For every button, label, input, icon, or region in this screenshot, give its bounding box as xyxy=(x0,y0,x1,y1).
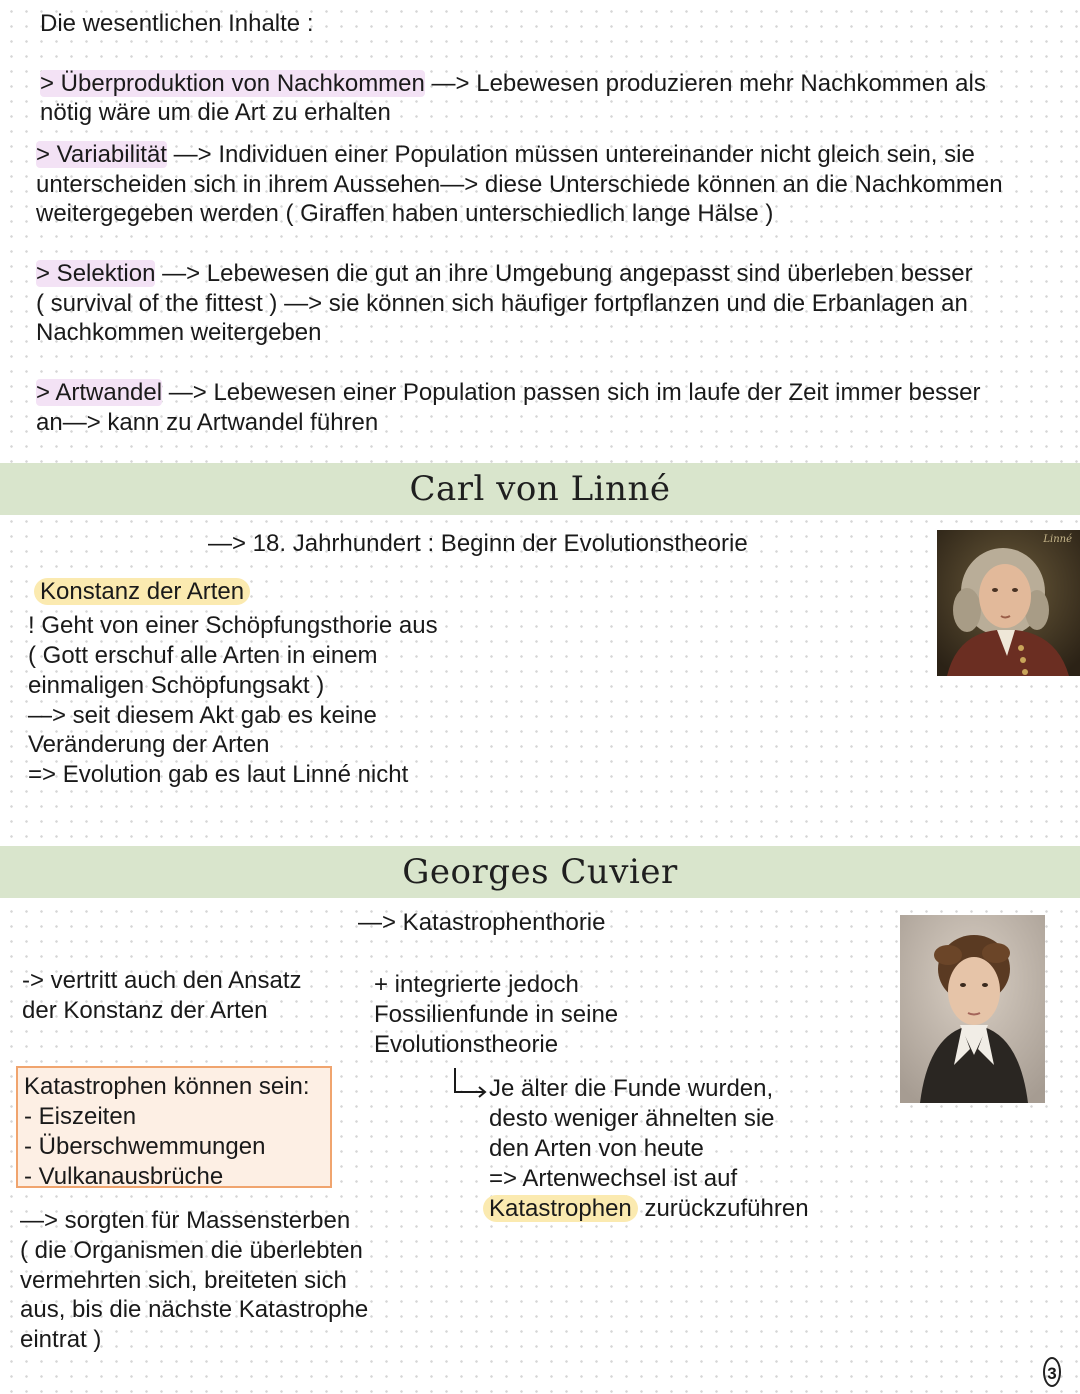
cuvier-middle-line-1: + integrierte jedoch xyxy=(374,971,579,998)
point-artwandel-line-1: > Artwandel —> Lebewesen einer Population passen sich im laufe der Zeit immer besser xyxy=(36,379,981,406)
linne-line-1: ! Geht von einer Schöpfungsthorie aus xyxy=(28,612,438,639)
cuvier-arrow-line-4: => Artenwechsel ist auf xyxy=(489,1165,738,1192)
cuvier-bottom-line-1: —> sorgten für Massensterben xyxy=(20,1207,351,1234)
linne-portrait xyxy=(937,530,1080,676)
term-ueberproduktion: > Überproduktion von Nachkommen xyxy=(40,70,425,97)
catastrophes-box xyxy=(16,1066,332,1188)
cuvier-arrow-line-2: desto weniger ähnelten sie xyxy=(489,1105,775,1132)
cuvier-left-line-1: -> vertritt auch den Ansatz xyxy=(22,967,302,994)
point-artwandel-line-2: an—> kann zu Artwandel führen xyxy=(36,409,379,436)
linne-line-6: => Evolution gab es laut Linné nicht xyxy=(28,761,409,788)
catastrophe-item: - Überschwemmungen xyxy=(24,1133,266,1160)
cuvier-middle-line-2: Fossilienfunde in seine xyxy=(374,1001,619,1028)
arrow-down-right-icon xyxy=(450,1066,490,1100)
intro-heading: Die wesentlichen Inhalte : xyxy=(40,10,314,37)
cuvier-subtitle: —> Katastrophenthorie xyxy=(358,909,606,936)
linne-line-3: einmaligen Schöpfungsakt ) xyxy=(28,672,325,699)
linne-line-4: —> seit diesem Akt gab es keine xyxy=(28,702,377,729)
cuvier-arrow-line-5: Katastrophen zurückzuführen xyxy=(483,1194,809,1224)
cuvier-left-line-2: der Konstanz der Arten xyxy=(22,997,268,1024)
cuvier-banner xyxy=(0,846,1080,898)
cuvier-arrow-line-1: Je älter die Funde wurden, xyxy=(489,1075,774,1102)
linne-highlight-line xyxy=(34,577,250,607)
point-ueberproduktion-line-1: > Überproduktion von Nachkommen —> Lebewesen produzieren mehr Nachkommen als xyxy=(40,70,986,97)
linne-line-5: Veränderung der Arten xyxy=(28,731,270,758)
point-selektion-line-1: > Selektion —> Lebewesen die gut an ihre Umgebung angepasst sind überleben besser xyxy=(36,260,973,287)
cuvier-arrow-line-3: den Arten von heute xyxy=(489,1135,704,1162)
linne-subtitle: —> 18. Jahrhundert : Beginn der Evolutionstheorie xyxy=(208,530,748,557)
term-variabilitaet: > Variabilität xyxy=(36,141,167,168)
cuvier-middle-line-3: Evolutionstheorie xyxy=(374,1031,559,1058)
catastrophe-item: - Vulkanausbrüche xyxy=(24,1163,224,1190)
cuvier-bottom-line-2: ( die Organismen die überlebten xyxy=(20,1237,363,1264)
cuvier-bottom-line-4: aus, bis die nächste Katastrophe xyxy=(20,1296,369,1323)
term-selektion: > Selektion xyxy=(36,260,156,287)
catastrophes-box-title: Katastrophen können sein: xyxy=(24,1073,310,1100)
point-variabilitaet-line-3: weitergegeben werden ( Giraffen haben unterschiedlich lange Hälse ) xyxy=(36,200,774,227)
cuvier-title: Georges Cuvier xyxy=(402,852,678,892)
linne-portrait-signature: Linné xyxy=(1043,534,1072,545)
point-variabilitaet-line-2: unterscheiden sich in ihrem Aussehen—> diese Unterschiede können an die Nachkommen xyxy=(36,171,1003,198)
point-selektion-line-2: ( survival of the fittest ) —> sie können sich häufiger fortpflanzen und die Erbanlagen an xyxy=(36,290,968,317)
linne-highlight: Konstanz der Arten xyxy=(34,578,250,605)
cuvier-bottom-line-5: eintrat ) xyxy=(20,1326,102,1353)
catastrophe-item: - Eiszeiten xyxy=(24,1103,137,1130)
cuvier-portrait xyxy=(900,915,1045,1103)
point-variabilitaet-line-1: > Variabilität —> Individuen einer Population müssen untereinander nicht gleich sein, sie xyxy=(36,141,975,168)
cuvier-bottom-line-3: vermehrten sich, breiteten sich xyxy=(20,1267,347,1294)
katastrophen-highlight: Katastrophen xyxy=(483,1195,638,1222)
term-artwandel: > Artwandel xyxy=(36,379,163,406)
linne-banner xyxy=(0,463,1080,515)
linne-title: Carl von Linné xyxy=(409,469,671,509)
point-ueberproduktion-line-2: nötig wäre um die Art zu erhalten xyxy=(40,99,391,126)
linne-line-2: ( Gott erschuf alle Arten in einem xyxy=(28,642,378,669)
point-selektion-line-3: Nachkommen weitergeben xyxy=(36,319,322,346)
page-number: 3 xyxy=(1043,1357,1061,1387)
